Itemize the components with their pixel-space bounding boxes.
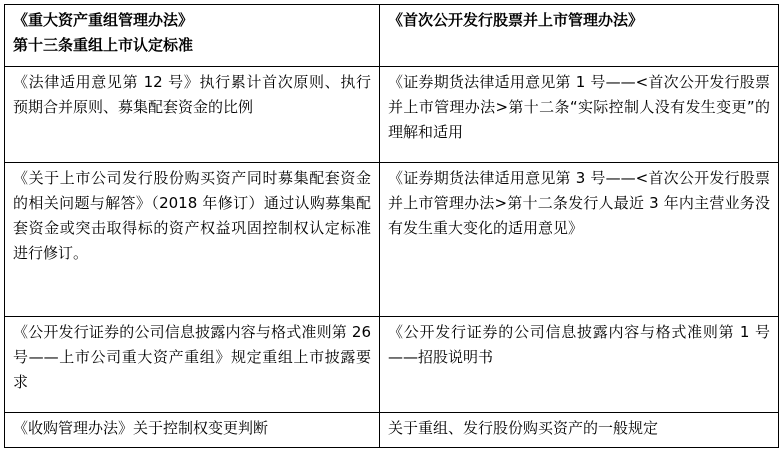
row-right-cell: 《证券期货法律适用意见第 1 号——<首次公开发行股票并上市管理办法>第十二条“实际控制人没有发生变更”的理解和适用 (380, 67, 779, 163)
table-row (5, 413, 779, 448)
row-right-cell: 《公开发行证券的公司信息披露内容与格式准则第 1 号——招股说明书 (380, 317, 779, 413)
header-right-cell (380, 5, 779, 67)
row-left-cell: 《关于上市公司发行股份购买资产同时募集配套资金的相关问题与解答》（2018 年修订）通过认购募集配套资金或突击取得标的资产权益巩固控制权认定标准进行修订。 (5, 163, 380, 317)
table-row (5, 317, 779, 413)
comparison-table (4, 4, 779, 448)
left-column-title: 《重大资产重组管理办法》 (13, 11, 194, 29)
row-left-cell: 《公开发行证券的公司信息披露内容与格式准则第 26 号——上市公司重大资产重组》规定重组上市披露要求 (5, 317, 380, 413)
row-left-cell: 《收购管理办法》关于控制权变更判断 (5, 413, 380, 448)
row-right-cell: 《证券期货法律适用意见第 3 号——<首次公开发行股票并上市管理办法>第十二条发行人最近 3 年内主营业务没有发生重大变化的适用意见》 (380, 163, 779, 317)
right-column-title: 《首次公开发行股票并上市管理办法》 (388, 11, 644, 29)
row-left-cell: 《法律适用意见第 12 号》执行累计首次原则、执行预期合并原则、募集配套资金的比例 (5, 67, 380, 163)
table-row (5, 163, 779, 317)
header-left-cell (5, 5, 380, 67)
table-row (5, 67, 779, 163)
row-right-cell: 关于重组、发行股份购买资产的一般规定 (380, 413, 779, 448)
header-row (5, 5, 779, 67)
left-column-subtitle: 第十三条重组上市认定标准 (13, 36, 194, 54)
